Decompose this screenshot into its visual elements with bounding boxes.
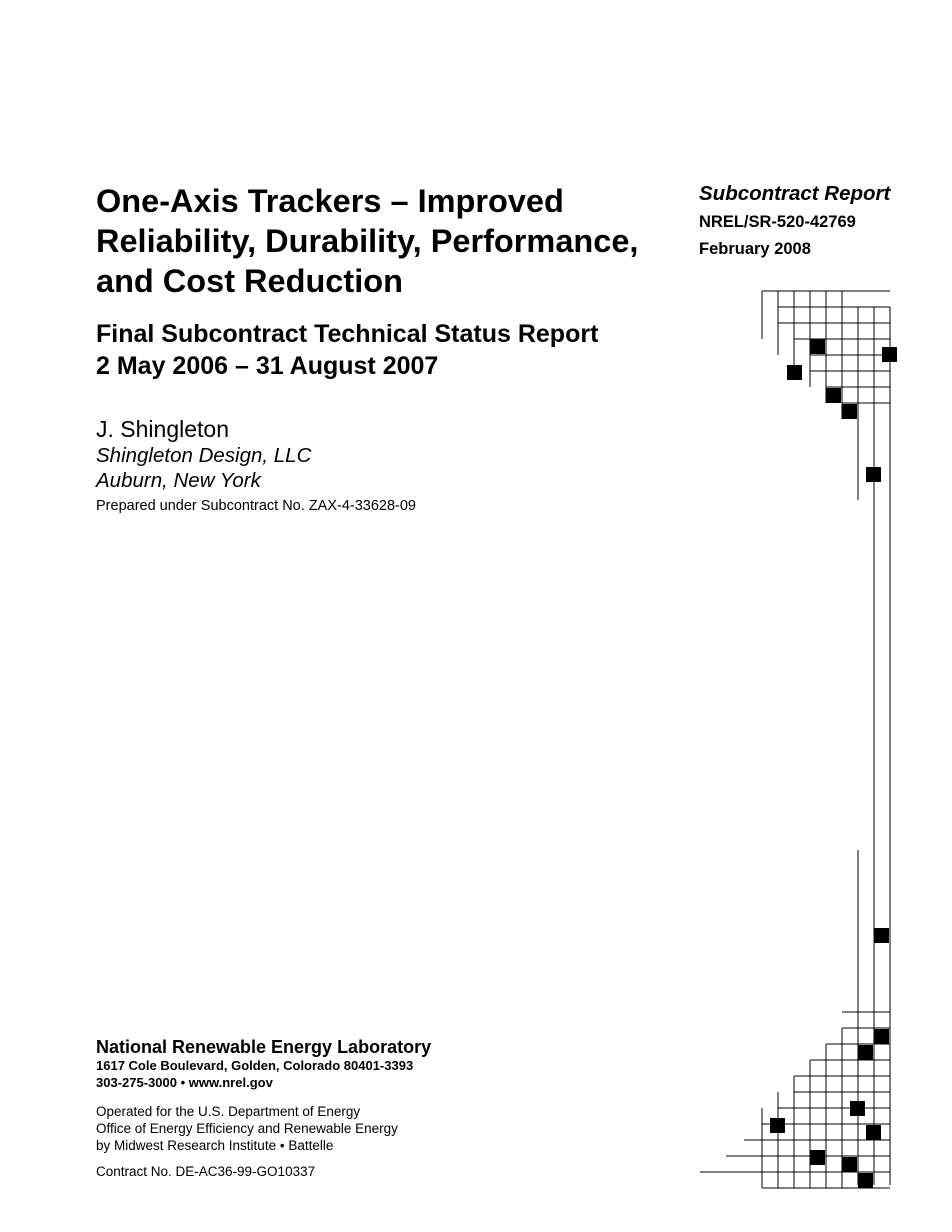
report-date: February 2008: [699, 240, 811, 258]
author-company: Shingleton Design, LLC: [96, 444, 312, 467]
operated-line-1: Operated for the U.S. Department of Energy: [96, 1104, 361, 1119]
lab-phone: 303-275-3000: [96, 1075, 177, 1090]
lab-website: www.nrel.gov: [188, 1075, 273, 1090]
lab-address: 1617 Cole Boulevard, Golden, Colorado 80401-3393: [96, 1058, 414, 1073]
contract-number: Contract No. DE-AC36-99-GO10337: [96, 1164, 316, 1179]
operated-by: [96, 1103, 398, 1154]
subtitle-line-2: 2 May 2006 – 31 August 2007: [96, 352, 439, 380]
bullet-separator: •: [279, 1138, 285, 1153]
author-location: Auburn, New York: [96, 469, 261, 492]
report-subtitle: [96, 318, 598, 382]
author-name: J. Shingleton: [96, 416, 229, 442]
operated-line-3: [96, 1137, 398, 1154]
subcontract-number: Prepared under Subcontract No. ZAX-4-33628-09: [96, 498, 416, 514]
subtitle-line-1: Final Subcontract Technical Status Report: [96, 320, 599, 348]
lab-name: National Renewable Energy Laboratory: [96, 1037, 432, 1057]
title-line-1: One-Axis Trackers – Improved: [96, 183, 564, 219]
bottom-grid-lines: [700, 1012, 890, 1188]
bullet-separator: •: [180, 1075, 186, 1090]
operated-line-3-part-2: Battelle: [288, 1138, 334, 1153]
top-grid-lines: [762, 291, 890, 1185]
author-organization: [96, 443, 311, 493]
filled-squares: [770, 339, 897, 1188]
lab-contact: [96, 1075, 273, 1091]
report-number: NREL/SR-520-42769: [699, 213, 856, 231]
operated-line-2: Office of Energy Efficiency and Renewable Energy: [96, 1121, 398, 1136]
title-line-3: and Cost Reduction: [96, 263, 403, 299]
title-line-2: Reliability, Durability, Performance,: [96, 223, 639, 259]
report-type: Subcontract Report: [699, 182, 891, 205]
report-title: [96, 181, 696, 301]
operated-line-3-part-1: by Midwest Research Institute: [96, 1138, 277, 1153]
